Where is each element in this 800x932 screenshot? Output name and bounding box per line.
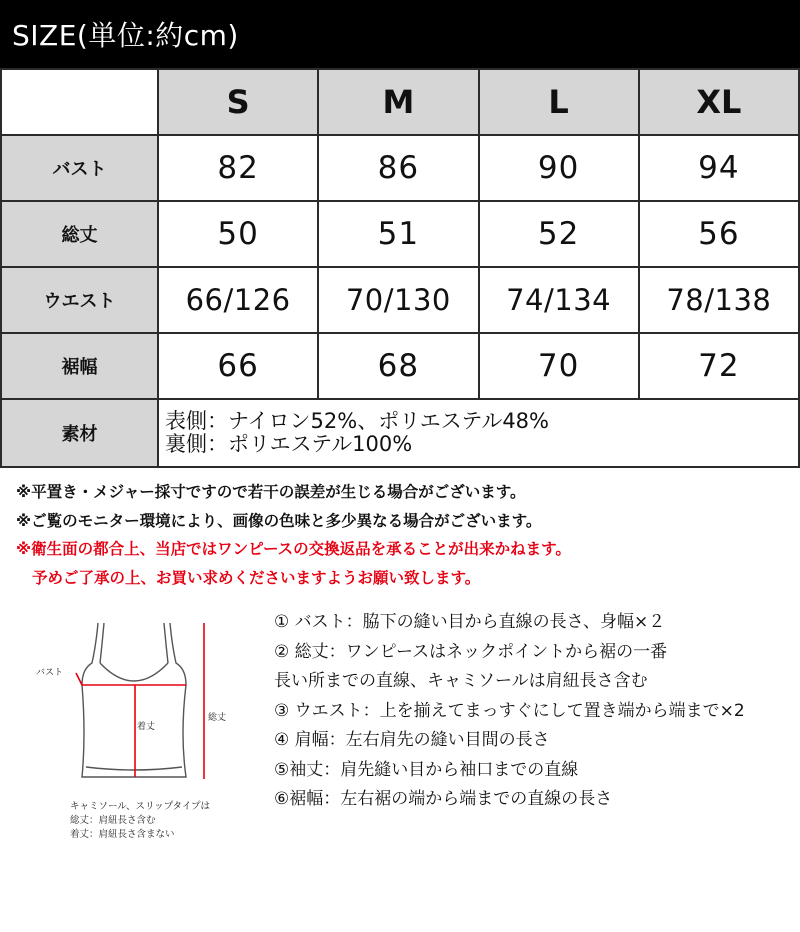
size-header: XL: [639, 69, 799, 135]
table-cell: 70/130: [318, 267, 478, 333]
size-header: M: [318, 69, 478, 135]
definition-line: ⑤袖丈：肩先縫い目から袖口までの直線: [274, 759, 579, 780]
row-label: 素材: [1, 399, 158, 467]
page-title: SIZE(単位:約cm): [12, 19, 239, 52]
corner-cell: [1, 69, 158, 135]
table-cell: 72: [639, 333, 799, 399]
table-cell: 50: [158, 201, 318, 267]
table-cell: 90: [479, 135, 639, 201]
definition-line: 長い所までの直線、キャミソールは肩紐長さ含む: [274, 671, 648, 691]
notes: [16, 478, 571, 592]
definition-line: ④ 肩幅：左右肩先の縫い目間の長さ: [274, 730, 550, 750]
warning-line: ※衛生面の都合上、当店ではワンピースの交換返品を承ることが出来かねます。: [16, 540, 571, 558]
definitions: [274, 608, 745, 815]
table-cell: 78/138: [639, 267, 799, 333]
table-row: [1, 201, 799, 267]
warning-line: 予めご了承の上、お買い求めくださいますようお願い致します。: [32, 568, 481, 587]
table-cell: 51: [318, 201, 478, 267]
definition-line: ① バスト：脇下の縫い目から直線の長さ、身幅×２: [274, 612, 666, 632]
size-header: S: [158, 69, 318, 135]
table-row: [1, 135, 799, 201]
table-cell: 66/126: [158, 267, 318, 333]
table-cell: 66: [158, 333, 318, 399]
definition-line: ② 総丈：ワンピースはネックポイントから裾の一番: [274, 641, 668, 662]
table-cell: 86: [318, 135, 478, 201]
row-label: 総丈: [1, 201, 158, 267]
table-row: [1, 333, 799, 399]
note-line: ※平置き・メジャー採寸ですので若干の誤差が生じる場合がございます。: [16, 483, 526, 501]
table-row: [1, 267, 799, 333]
table-cell: 94: [639, 135, 799, 201]
note-line: ※ご覧のモニター環境により、画像の色味と多少異なる場合がございます。: [16, 511, 542, 530]
illustration-caption: 着丈：肩紐長さ含まない: [70, 829, 175, 840]
definition-line: ③ ウエスト：上を揃えてまっすぐにして置き端から端まで×2: [274, 700, 745, 721]
table-cell: 68: [318, 333, 478, 399]
bust-label: バスト: [36, 668, 64, 678]
length-label: 着丈: [137, 722, 156, 732]
row-label: ウエスト: [1, 267, 158, 333]
table-cell: 56: [639, 201, 799, 267]
definition-line: ⑥裾幅：左右裾の端から端までの直線の長さ: [274, 789, 613, 809]
table-cell: 82: [158, 135, 318, 201]
size-table: [0, 68, 800, 468]
row-label: 裾幅: [1, 333, 158, 399]
material-line: 表側：ナイロン52%、ポリエステル48%: [165, 409, 549, 433]
camisole-outline: [82, 623, 186, 777]
table-cell: 70: [479, 333, 639, 399]
size-header: L: [479, 69, 639, 135]
material-cell: [158, 399, 799, 467]
total-length-label: 総丈: [208, 713, 227, 723]
row-label: バスト: [1, 135, 158, 201]
illustration-caption: キャミソール、スリップタイプは: [70, 801, 211, 812]
table-cell: 52: [479, 201, 639, 267]
title-bar: [0, 0, 800, 68]
illustration-caption: 総丈：肩紐長さ含む: [70, 815, 156, 826]
material-row: [1, 399, 799, 467]
header-row: [1, 69, 799, 135]
bust-pointer: [76, 673, 82, 685]
material-line: 裏側：ポリエステル100%: [165, 432, 413, 456]
table-cell: 74/134: [479, 267, 639, 333]
